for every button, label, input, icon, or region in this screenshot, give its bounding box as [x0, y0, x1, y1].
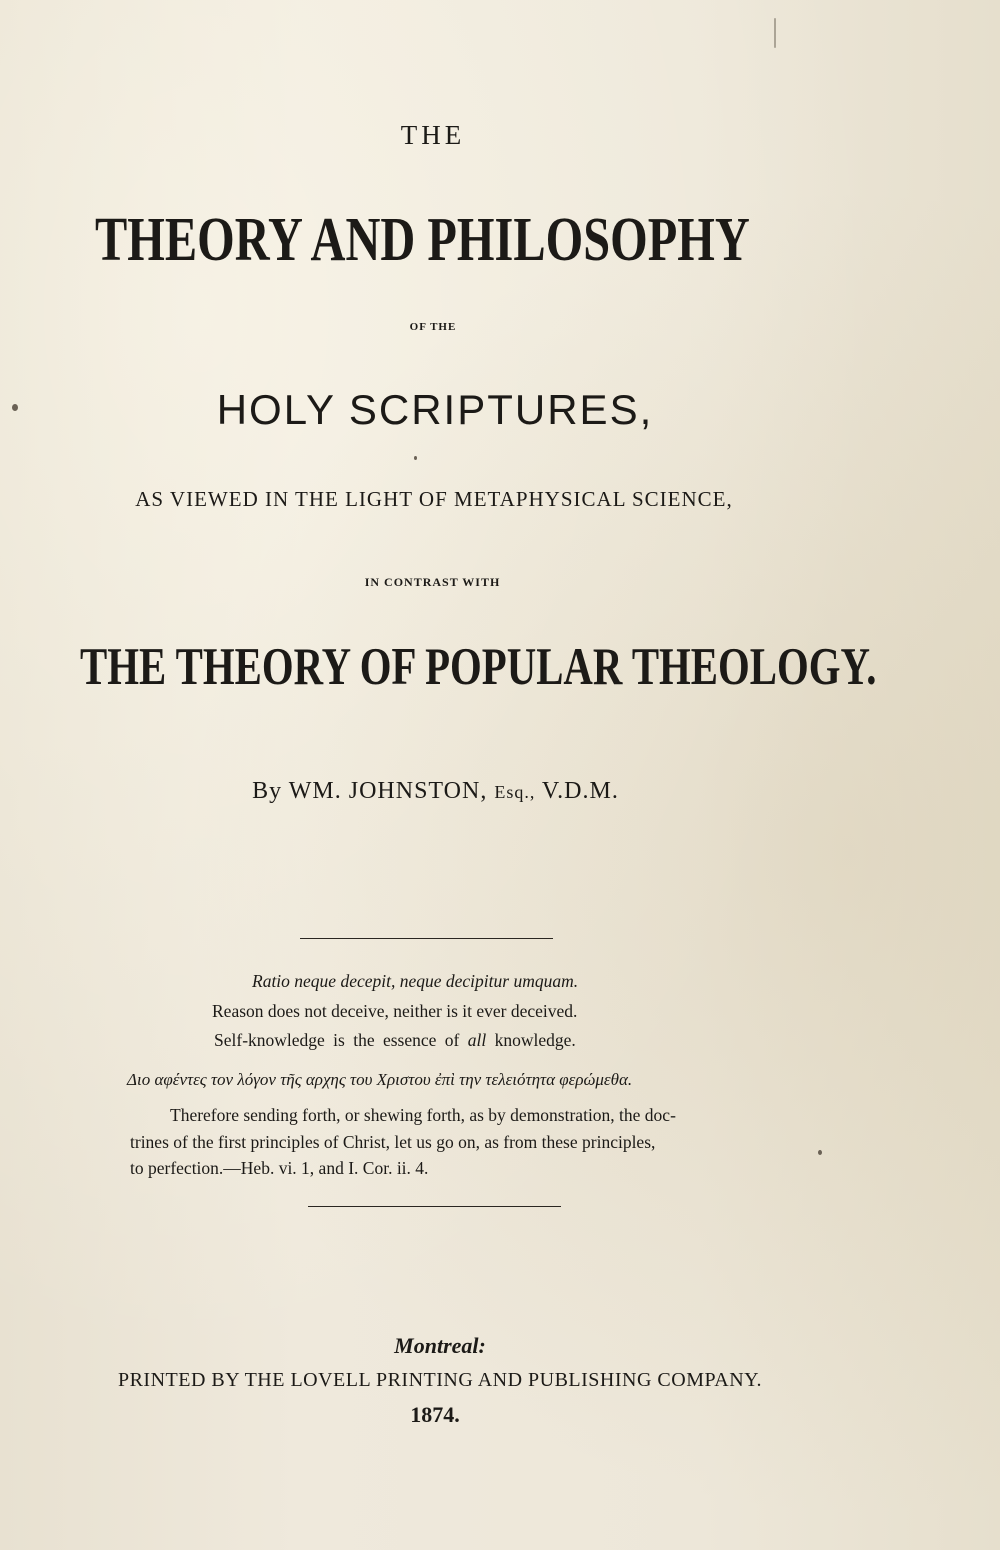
subtitle: AS VIEWED IN THE LIGHT OF METAPHYSICAL SCIENCE,: [135, 487, 733, 511]
imprint-printer: PRINTED BY THE LOVELL PRINTING AND PUBLISHING COMPANY.: [117, 1369, 763, 1391]
author-esq: Esq.,: [494, 782, 536, 802]
title-connector: OF THE: [409, 321, 457, 333]
motto-self-knowledge-post: knowledge.: [494, 1030, 576, 1050]
quote-line-1: Therefore sending forth, or shewing forth, as by demonstration, the doc-: [170, 1105, 676, 1125]
motto-self-knowledge: [214, 1030, 576, 1051]
quote-line-3: to perfection.—Heb. vi. 1, and I. Cor. ii. 4.: [130, 1158, 429, 1178]
divider-bottom: [308, 1206, 561, 1207]
motto-self-knowledge-pre: Self-knowledge is the essence of: [214, 1030, 460, 1050]
motto-translation: Reason does not deceive, neither is it ever deceived.: [212, 1001, 578, 1021]
subject-title: HOLY SCRIPTURES,: [216, 386, 654, 433]
author-name: WM. JOHNSTON,: [288, 778, 488, 804]
paper-mark: [774, 18, 776, 48]
contrast-connector: IN CONTRAST WITH: [364, 575, 501, 589]
paper-spot: [818, 1150, 822, 1155]
paper-spot: [414, 456, 417, 460]
motto-greek: Διο αφέντες τον λόγον τῆς αρχης του Χριστου ἐπὶ την τελειότητα φερώμεθα.: [127, 1070, 633, 1089]
quote-line-2: trines of the first principles of Christ, let us go on, as from these principles,: [130, 1131, 656, 1152]
author-by: By: [252, 778, 283, 804]
contrast-title: THE THEORY OF POPULAR THEOLOGY.: [80, 638, 877, 696]
motto-self-knowledge-em: all: [467, 1030, 487, 1050]
author-degree: V.D.M.: [541, 778, 619, 804]
paper-spot: [12, 404, 18, 411]
motto-latin: Ratio neque decepit, neque decipitur umquam.: [252, 971, 579, 991]
divider-top: [300, 938, 553, 939]
imprint-year: 1874.: [410, 1402, 460, 1427]
title-article: THE: [400, 120, 466, 150]
scripture-quote: [130, 1102, 792, 1182]
author-line: [233, 778, 638, 805]
main-title: THEORY AND PHILOSOPHY: [95, 206, 750, 274]
imprint-place: Montreal:: [394, 1333, 486, 1358]
